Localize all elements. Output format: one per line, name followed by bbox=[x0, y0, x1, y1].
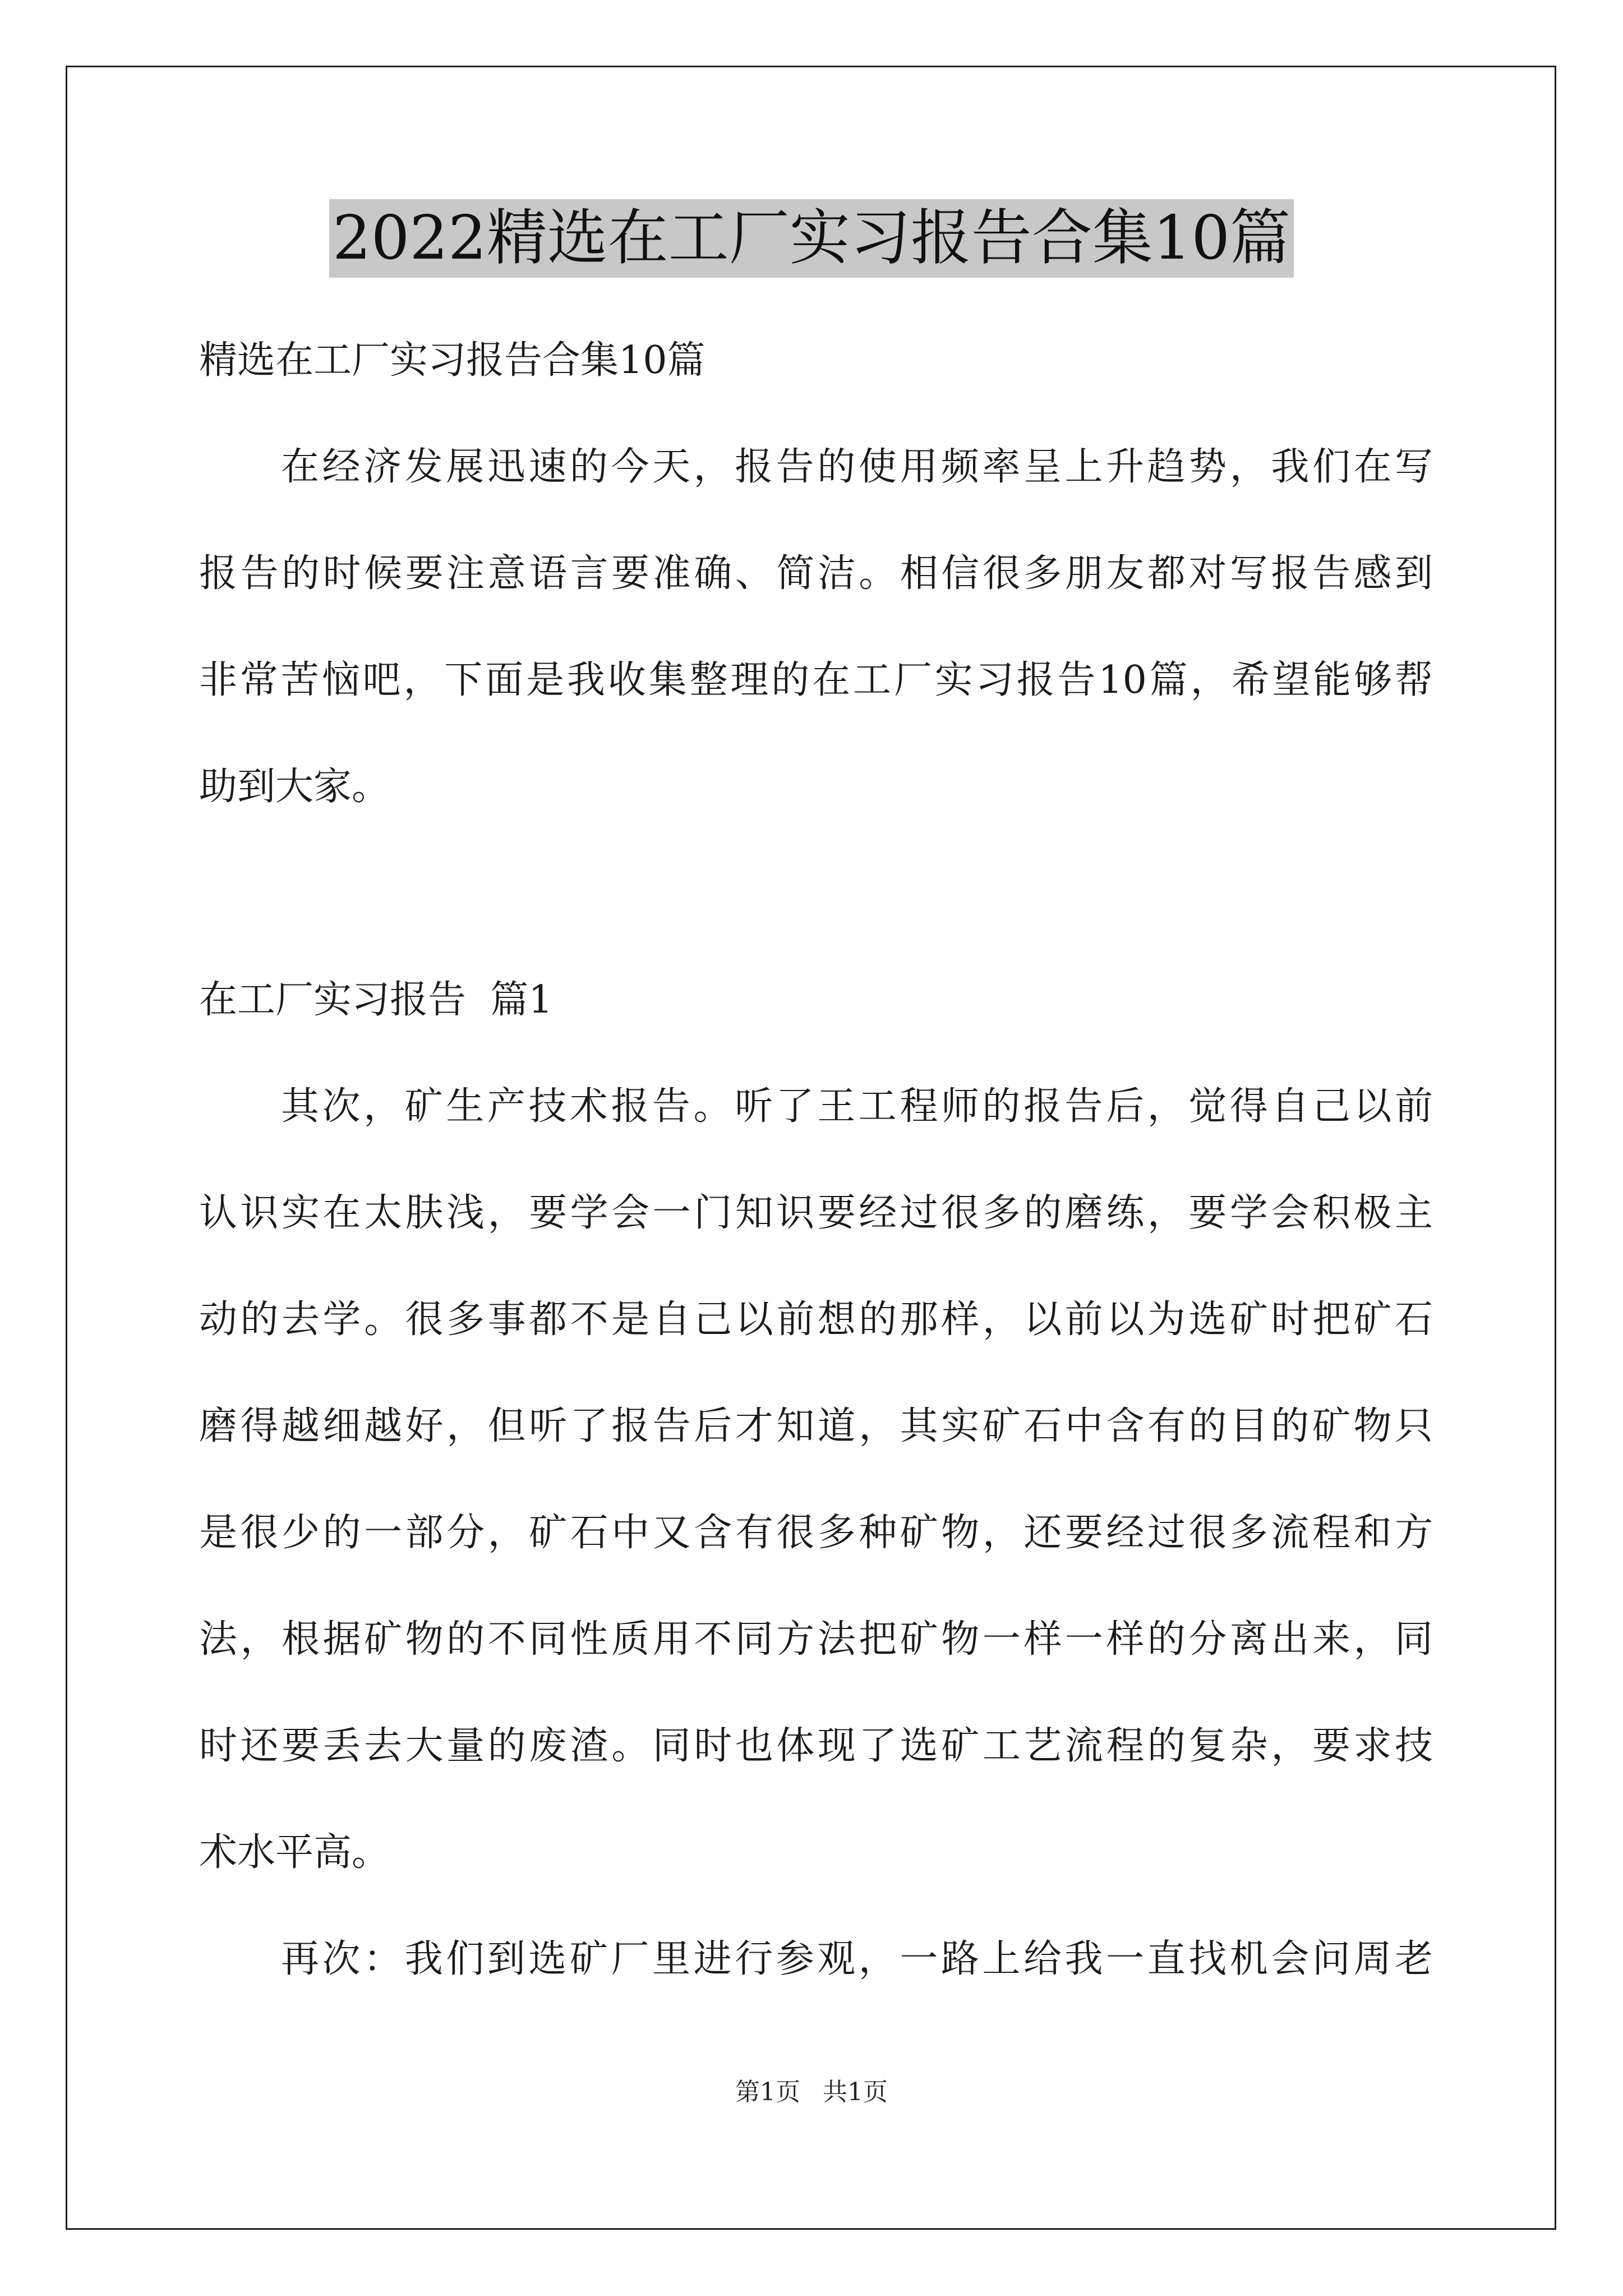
section-line-1: 其次，矿生产技术报告。听了王工程师的报告后，觉得自己以前 bbox=[281, 1084, 1433, 1129]
section-line-6: 法，根据矿物的不同性质用不同方法把矿物一样一样的分离出来，同 bbox=[199, 1617, 1433, 1662]
page-number-current: 第1页 bbox=[735, 2078, 800, 2106]
page-footer bbox=[0, 2076, 1623, 2109]
intro-line-4: 助到大家。 bbox=[199, 765, 390, 809]
intro-line-1: 在经济发展迅速的今天，报告的使用频率呈上升趋势，我们在写 bbox=[281, 445, 1433, 489]
document-subtitle: 精选在工厂实习报告合集10篇 bbox=[199, 338, 706, 383]
section-spacer bbox=[199, 840, 1433, 947]
next-paragraph-line: 再次：我们到选矿厂里进行参观，一路上给我一直找机会问周老 bbox=[281, 1937, 1433, 1981]
section-line-8: 术水平高。 bbox=[199, 1830, 390, 1875]
intro-line-2: 报告的时候要注意语言要准确、简洁。相信很多朋友都对写报告感到 bbox=[199, 551, 1433, 596]
title-container bbox=[0, 199, 1623, 278]
document-body bbox=[199, 307, 1433, 2013]
section-line-7: 时还要丢去大量的废渣。同时也体现了选矿工艺流程的复杂，要求技 bbox=[199, 1724, 1433, 1768]
section-heading: 在工厂实习报告 篇1 bbox=[199, 978, 553, 1022]
document-title: 2022精选在工厂实习报告合集10篇 bbox=[329, 199, 1294, 278]
intro-line-3: 非常苦恼吧，下面是我收集整理的在工厂实习报告10篇，希望能够帮 bbox=[199, 658, 1433, 702]
page-number-total: 共1页 bbox=[823, 2078, 888, 2106]
section-line-5: 是很少的一部分，矿石中又含有很多种矿物，还要经过很多流程和方 bbox=[199, 1511, 1433, 1555]
section-line-3: 动的去学。很多事都不是自己以前想的那样，以前以为选矿时把矿石 bbox=[199, 1297, 1433, 1342]
section-line-4: 磨得越细越好，但听了报告后才知道，其实矿石中含有的目的矿物只 bbox=[199, 1404, 1433, 1448]
section-line-2: 认识实在太肤浅，要学会一门知识要经过很多的磨练，要学会积极主 bbox=[199, 1191, 1433, 1235]
